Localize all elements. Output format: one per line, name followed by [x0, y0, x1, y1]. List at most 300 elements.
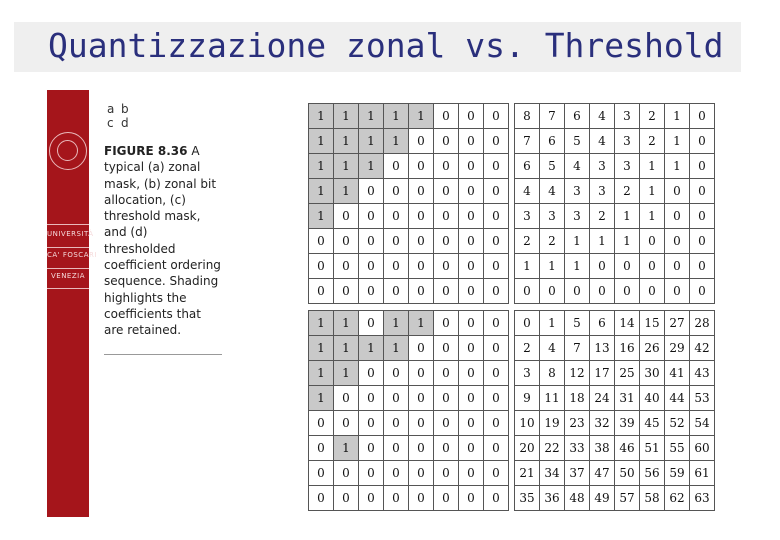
grid-cell: 0	[359, 486, 384, 511]
grid-cell: 0	[615, 279, 640, 304]
grid-cell: 6	[590, 311, 615, 336]
grid-cell: 60	[690, 436, 715, 461]
grid-cell: 0	[359, 361, 384, 386]
grid-cell: 0	[434, 104, 459, 129]
grid-cell: 3	[590, 154, 615, 179]
grid-cell: 6	[540, 129, 565, 154]
grid-cell: 0	[484, 436, 509, 461]
grid-cell: 1	[309, 386, 334, 411]
grid-cell: 0	[640, 279, 665, 304]
grid-cell: 0	[334, 204, 359, 229]
grid-cell: 29	[665, 336, 690, 361]
grid-row	[515, 104, 715, 129]
grid-cell: 3	[590, 179, 615, 204]
slide-title: Quantizzazione zonal vs. Threshold	[48, 26, 724, 65]
grid-cell: 1	[309, 311, 334, 336]
grid-cell: 0	[434, 254, 459, 279]
grid-cell: 0	[359, 179, 384, 204]
grid-cell: 62	[665, 486, 690, 511]
grid-cell: 1	[615, 204, 640, 229]
grid-cell: 1	[334, 154, 359, 179]
grid-cell: 18	[565, 386, 590, 411]
grid-cell: 32	[590, 411, 615, 436]
grid-cell: 0	[409, 336, 434, 361]
grid-cell: 0	[384, 411, 409, 436]
grid-cell: 1	[409, 104, 434, 129]
grid-row	[515, 311, 715, 336]
grid-cell: 0	[334, 386, 359, 411]
grid-cell: 0	[409, 361, 434, 386]
grid-cell: 8	[515, 104, 540, 129]
grid-cell: 3	[565, 179, 590, 204]
grid-cell: 0	[434, 486, 459, 511]
grid-row	[515, 436, 715, 461]
grid-cell: 0	[690, 279, 715, 304]
grid-cell: 0	[359, 386, 384, 411]
logo-line-3: VENEZIA	[50, 272, 86, 280]
grid-cell: 0	[309, 436, 334, 461]
grid-cell: 1	[334, 436, 359, 461]
grid-cell: 6	[565, 104, 590, 129]
grid-cell: 34	[540, 461, 565, 486]
grid-cell: 0	[459, 129, 484, 154]
grid-cell: 0	[484, 411, 509, 436]
grid-row	[515, 129, 715, 154]
grid-cell: 55	[665, 436, 690, 461]
grid-cell: 1	[334, 311, 359, 336]
grid-cell: 1	[409, 311, 434, 336]
grid-cell: 14	[615, 311, 640, 336]
grid-cell: 3	[615, 154, 640, 179]
grid-cell: 0	[484, 361, 509, 386]
figure-number: FIGURE 8.36	[104, 144, 188, 158]
grid-cell: 31	[615, 386, 640, 411]
grid-cell: 56	[640, 461, 665, 486]
grid-row	[515, 279, 715, 304]
grid-cell: 0	[665, 254, 690, 279]
grid-cell: 7	[515, 129, 540, 154]
grid-cell: 0	[384, 461, 409, 486]
grid-row	[309, 104, 509, 129]
grid-cell: 5	[565, 129, 590, 154]
grid-row	[515, 386, 715, 411]
grid-cell: 1	[384, 311, 409, 336]
grid-row	[309, 311, 509, 336]
grid-cell: 0	[665, 179, 690, 204]
grid-cell: 58	[640, 486, 665, 511]
grid-cell: 24	[590, 386, 615, 411]
grid-cell: 0	[384, 279, 409, 304]
grid-cell: 63	[690, 486, 715, 511]
grid-cell: 37	[565, 461, 590, 486]
grid-cell: 0	[309, 279, 334, 304]
grid-cell: 0	[690, 104, 715, 129]
grid-cell: 3	[615, 129, 640, 154]
grid-cell: 0	[484, 486, 509, 511]
grid-cell: 0	[459, 361, 484, 386]
grid-row	[309, 179, 509, 204]
grid-cell: 0	[484, 386, 509, 411]
grid-cell: 0	[665, 279, 690, 304]
grid-cell: 1	[334, 104, 359, 129]
grid-cell: 0	[590, 254, 615, 279]
grid-cell: 1	[540, 254, 565, 279]
grid-cell: 20	[515, 436, 540, 461]
grid-cell: 33	[565, 436, 590, 461]
grid-cell: 0	[640, 254, 665, 279]
grid-cell: 45	[640, 411, 665, 436]
grid-cell: 1	[334, 361, 359, 386]
grid-cell: 0	[409, 486, 434, 511]
panel-label-c: c	[107, 116, 114, 130]
panel-label-b: b	[121, 102, 129, 116]
grid-cell: 0	[484, 254, 509, 279]
grid-cell: 0	[409, 279, 434, 304]
grid-cell: 0	[434, 179, 459, 204]
grid-row	[515, 254, 715, 279]
grid-cell: 2	[515, 336, 540, 361]
grid-row	[309, 154, 509, 179]
grid-cell: 0	[359, 461, 384, 486]
grid-cell: 0	[384, 204, 409, 229]
grid-cell: 0	[690, 129, 715, 154]
grid-cell: 0	[359, 279, 384, 304]
grid-cell: 0	[434, 361, 459, 386]
grid-cell: 57	[615, 486, 640, 511]
grid-cell: 23	[565, 411, 590, 436]
grid-cell: 0	[484, 104, 509, 129]
grid-cell: 0	[459, 311, 484, 336]
grid-cell: 0	[309, 461, 334, 486]
grid-row	[515, 486, 715, 511]
grid-cell: 0	[384, 486, 409, 511]
grid-cell: 0	[359, 411, 384, 436]
grid-cell: 0	[434, 461, 459, 486]
grid-cell: 0	[459, 254, 484, 279]
grid-row	[515, 361, 715, 386]
grid-cell: 15	[640, 311, 665, 336]
grid-cell: 1	[665, 154, 690, 179]
grid-cell: 0	[459, 154, 484, 179]
grid-cell: 25	[615, 361, 640, 386]
logo-line-2: CA' FOSCARI	[47, 251, 97, 259]
grid-cell: 35	[515, 486, 540, 511]
grid-cell: 0	[334, 254, 359, 279]
grid-cell: 8	[540, 361, 565, 386]
grid-cell: 0	[590, 279, 615, 304]
grid-row	[515, 461, 715, 486]
grid-cell: 0	[459, 386, 484, 411]
grid-cell: 0	[409, 154, 434, 179]
grid-cell: 0	[459, 486, 484, 511]
grid-cell: 0	[359, 254, 384, 279]
grid-cell: 4	[565, 154, 590, 179]
grid-cell: 1	[309, 361, 334, 386]
grid-cell: 1	[640, 179, 665, 204]
grid-cell: 3	[565, 204, 590, 229]
grid-cell: 0	[459, 461, 484, 486]
grid-cell: 0	[384, 254, 409, 279]
grid-cell: 52	[665, 411, 690, 436]
grid-cell: 0	[334, 461, 359, 486]
grid-cell: 10	[515, 411, 540, 436]
grid-row	[515, 154, 715, 179]
grid-cell: 1	[334, 336, 359, 361]
grid-cell: 1	[384, 336, 409, 361]
grid-cell: 1	[384, 104, 409, 129]
grid-cell: 3	[615, 104, 640, 129]
panel-labels	[107, 102, 135, 130]
grid-cell: 46	[615, 436, 640, 461]
caption-divider	[104, 354, 222, 355]
grid-cell: 0	[484, 179, 509, 204]
grid-cell: 0	[434, 386, 459, 411]
grid-cell: 1	[665, 129, 690, 154]
grid-cell: 0	[615, 254, 640, 279]
grid-cell: 0	[484, 229, 509, 254]
logo-line-1: UNIVERSITÀ	[47, 230, 94, 238]
grid-cell: 1	[640, 204, 665, 229]
grid-cell: 0	[309, 411, 334, 436]
grid-row	[515, 229, 715, 254]
grid-cell: 0	[409, 179, 434, 204]
grid-cell: 36	[540, 486, 565, 511]
caption-text: A typical (a) zonal mask, (b) zonal bit allocation, (c) threshold mask, and (d) thresholded coefficient ordering sequence. Shading highlights the coefficients that are retained.	[104, 144, 221, 338]
grid-cell: 0	[515, 279, 540, 304]
grid-cell: 0	[434, 154, 459, 179]
bit-allocation-grid	[514, 103, 715, 304]
grid-cell: 0	[484, 461, 509, 486]
grid-cell: 1	[309, 204, 334, 229]
grid-cell: 0	[484, 154, 509, 179]
grid-cell: 13	[590, 336, 615, 361]
grid-cell: 21	[515, 461, 540, 486]
grid-cell: 1	[565, 254, 590, 279]
grid-cell: 1	[359, 154, 384, 179]
grid-cell: 0	[640, 229, 665, 254]
grid-cell: 0	[665, 229, 690, 254]
grid-cell: 49	[590, 486, 615, 511]
grid-cell: 0	[690, 204, 715, 229]
grid-row	[515, 336, 715, 361]
grid-cell: 4	[515, 179, 540, 204]
grid-row	[309, 486, 509, 511]
grid-cell: 12	[565, 361, 590, 386]
grid-cell: 5	[540, 154, 565, 179]
grid-cell: 1	[665, 104, 690, 129]
grid-cell: 0	[459, 336, 484, 361]
grid-cell: 11	[540, 386, 565, 411]
grid-cell: 4	[540, 179, 565, 204]
grid-cell: 0	[484, 204, 509, 229]
grid-cell: 2	[615, 179, 640, 204]
seal-icon	[49, 132, 87, 170]
threshold-mask-grid	[308, 310, 509, 511]
grid-cell: 0	[384, 154, 409, 179]
grid-cell: 0	[409, 386, 434, 411]
grid-cell: 1	[359, 129, 384, 154]
grid-cell: 9	[515, 386, 540, 411]
grid-cell: 0	[434, 311, 459, 336]
grid-row	[309, 279, 509, 304]
grid-cell: 3	[515, 361, 540, 386]
grid-cell: 1	[309, 104, 334, 129]
grid-cell: 0	[359, 436, 384, 461]
grid-cell: 1	[309, 179, 334, 204]
grid-cell: 0	[334, 411, 359, 436]
grid-cell: 2	[540, 229, 565, 254]
grid-cell: 0	[434, 336, 459, 361]
panel-label-a: a	[107, 102, 115, 116]
grid-cell: 2	[640, 129, 665, 154]
grid-cell: 1	[359, 104, 384, 129]
university-logo	[47, 90, 97, 517]
grid-cell: 51	[640, 436, 665, 461]
grid-cell: 47	[590, 461, 615, 486]
grid-cell: 48	[565, 486, 590, 511]
grid-cell: 0	[359, 229, 384, 254]
grid-cell: 0	[434, 229, 459, 254]
grid-cell: 0	[690, 179, 715, 204]
grid-cell: 4	[590, 104, 615, 129]
grid-cell: 3	[515, 204, 540, 229]
grid-cell: 54	[690, 411, 715, 436]
grid-cell: 1	[615, 229, 640, 254]
grid-cell: 0	[384, 436, 409, 461]
grid-cell: 0	[334, 486, 359, 511]
grid-cell: 0	[565, 279, 590, 304]
grid-cell: 0	[540, 279, 565, 304]
grid-cell: 17	[590, 361, 615, 386]
grid-cell: 0	[359, 311, 384, 336]
grid-cell: 41	[665, 361, 690, 386]
grid-cell: 1	[309, 154, 334, 179]
grid-cell: 1	[590, 229, 615, 254]
grid-cell: 43	[690, 361, 715, 386]
grid-cell: 0	[484, 129, 509, 154]
grid-cell: 0	[484, 279, 509, 304]
grid-cell: 61	[690, 461, 715, 486]
grid-row	[309, 361, 509, 386]
grid-row	[309, 436, 509, 461]
grid-cell: 0	[309, 486, 334, 511]
grid-cell: 39	[615, 411, 640, 436]
grid-cell: 0	[409, 129, 434, 154]
grid-cell: 1	[540, 311, 565, 336]
grid-cell: 0	[409, 461, 434, 486]
grid-row	[515, 179, 715, 204]
grid-cell: 27	[665, 311, 690, 336]
grid-cell: 0	[459, 411, 484, 436]
grid-cell: 0	[384, 361, 409, 386]
grid-cell: 0	[434, 129, 459, 154]
grid-row	[309, 411, 509, 436]
grid-cell: 0	[384, 386, 409, 411]
grid-cell: 40	[640, 386, 665, 411]
grid-cell: 59	[665, 461, 690, 486]
grid-cell: 1	[334, 129, 359, 154]
grid-cell: 0	[309, 254, 334, 279]
grid-cell: 0	[459, 179, 484, 204]
grid-cell: 0	[690, 254, 715, 279]
grid-cell: 0	[459, 279, 484, 304]
grid-cell: 0	[409, 436, 434, 461]
grid-cell: 1	[565, 229, 590, 254]
grid-cell: 1	[309, 336, 334, 361]
grid-cell: 0	[384, 229, 409, 254]
grid-row	[309, 336, 509, 361]
grid-cell: 1	[359, 336, 384, 361]
grid-cell: 28	[690, 311, 715, 336]
grid-cell: 0	[434, 411, 459, 436]
grid-cell: 53	[690, 386, 715, 411]
grid-cell: 0	[434, 204, 459, 229]
ordering-sequence-grid	[514, 310, 715, 511]
grid-row	[309, 204, 509, 229]
grid-cell: 5	[565, 311, 590, 336]
grid-cell: 0	[515, 311, 540, 336]
grid-cell: 0	[334, 279, 359, 304]
grid-cell: 2	[515, 229, 540, 254]
grid-row	[515, 411, 715, 436]
grid-cell: 0	[409, 229, 434, 254]
panel-label-d: d	[121, 116, 129, 130]
grid-cell: 1	[309, 129, 334, 154]
grid-cell: 42	[690, 336, 715, 361]
grid-cell: 3	[540, 204, 565, 229]
grid-cell: 0	[665, 204, 690, 229]
grid-cell: 0	[459, 436, 484, 461]
grid-cell: 0	[484, 311, 509, 336]
grid-cell: 16	[615, 336, 640, 361]
grid-cell: 0	[690, 229, 715, 254]
grid-cell: 0	[409, 254, 434, 279]
zonal-mask-grid	[308, 103, 509, 304]
grid-cell: 0	[459, 104, 484, 129]
grid-cell: 0	[409, 204, 434, 229]
figure-caption	[104, 143, 222, 339]
grid-cell: 0	[309, 229, 334, 254]
grid-cell: 0	[434, 436, 459, 461]
grid-cell: 50	[615, 461, 640, 486]
grid-row	[515, 204, 715, 229]
grid-cell: 0	[334, 229, 359, 254]
grid-cell: 7	[540, 104, 565, 129]
grid-cell: 2	[590, 204, 615, 229]
grid-cell: 0	[459, 229, 484, 254]
grid-cell: 2	[640, 104, 665, 129]
grid-row	[309, 129, 509, 154]
grid-cell: 0	[384, 179, 409, 204]
grid-cell: 19	[540, 411, 565, 436]
grid-cell: 1	[334, 179, 359, 204]
grid-cell: 4	[590, 129, 615, 154]
grid-cell: 7	[565, 336, 590, 361]
grid-cell: 0	[459, 204, 484, 229]
grid-cell: 0	[409, 411, 434, 436]
grid-row	[309, 254, 509, 279]
grid-cell: 6	[515, 154, 540, 179]
grid-cell: 30	[640, 361, 665, 386]
grid-cell: 38	[590, 436, 615, 461]
grid-cell: 0	[484, 336, 509, 361]
grid-cell: 0	[359, 204, 384, 229]
grid-row	[309, 386, 509, 411]
grid-cell: 1	[515, 254, 540, 279]
grid-cell: 1	[384, 129, 409, 154]
grid-row	[309, 229, 509, 254]
grid-cell: 4	[540, 336, 565, 361]
